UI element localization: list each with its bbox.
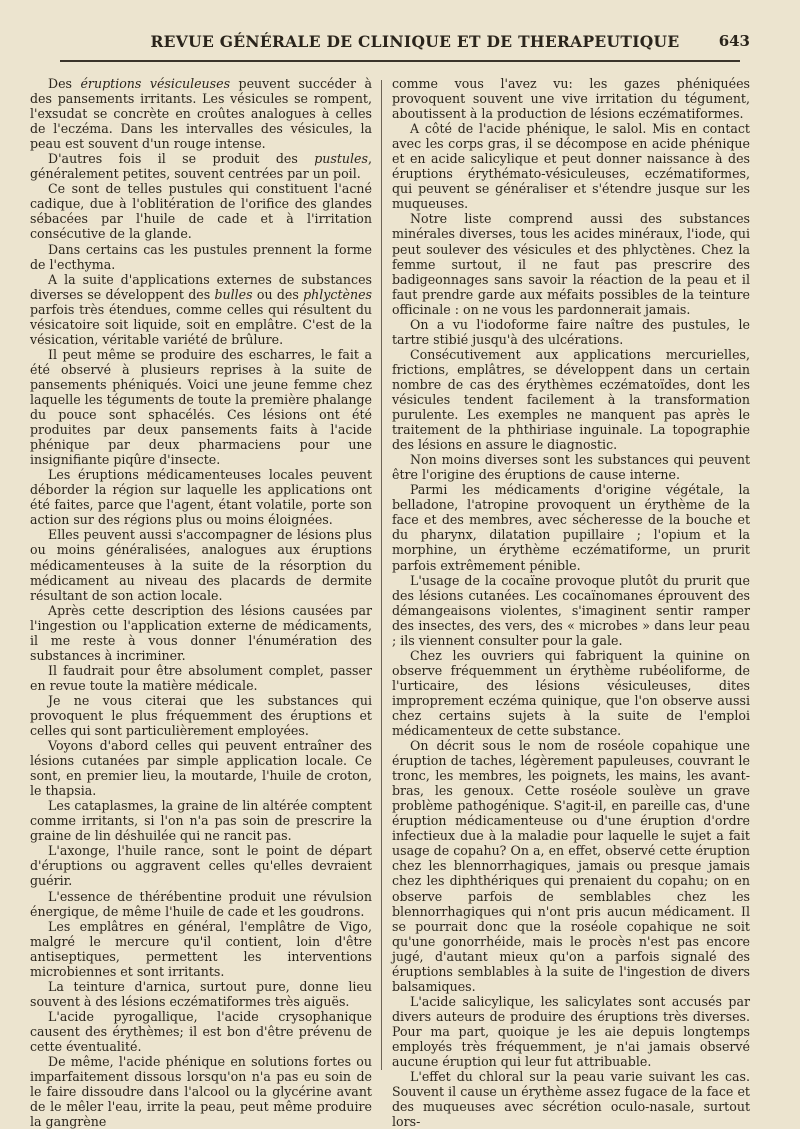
paragraph-text: Il faudrait pour être absolument complet, passer en revue toute la matière médicale. <box>30 662 372 693</box>
paragraph <box>30 467 372 527</box>
italic-term: bulles <box>214 286 253 302</box>
paragraph-text: On a vu l'iodoforme faire naître des pustules, le tartre stibié jusqu'à des ulcérations. <box>392 316 750 347</box>
paragraph-text: Chez les ouvriers qui fabriquent la quinine on observe fréquemment un érythème rubéoliforme, de l'urticaire, des lésions vésiculeuses, dites improprement eczéma quinique, que l'on observe aussi chez certains sujets à la suite de l'emploi médicamenteux de cette substance. <box>392 647 750 739</box>
paragraph <box>30 347 372 467</box>
paragraph-text: D'autres fois il se produit des <box>48 151 315 167</box>
paragraph-text: Notre liste comprend aussi des substances minérales diverses, tous les acides minéraux, l'iode, qui peut soulever des vésicules et des phlyctènes. Chez la femme surtout, il ne faut pas prescrire des badigeonnages sans savoir la réaction de la peau et il faut prendre garde aux méfaits possibles de la teinture officinale : on ne vous les pardonnerait jamais. <box>392 211 750 317</box>
paragraph <box>392 994 750 1069</box>
paragraph <box>392 452 750 482</box>
paragraph <box>392 738 750 994</box>
paragraph <box>392 648 750 738</box>
paragraph-text: L'acide pyrogallique, l'acide crysophanique causent des érythèmes; il est bon d'être prévenu de cette éventualité. <box>30 1008 372 1054</box>
paragraph-text: Consécutivement aux applications mercurielles, frictions, emplâtres, se développent dans un certain nombre de cas des érythèmes eczématoïdes, dont les vésicules tendent facilement à la transformation purulente. Les exemples ne manquent pas après le traitement de la phthiriase inguinale. La topographie des lésions en assure le diagnostic. <box>392 346 750 453</box>
paragraph-text: peuvent succéder à des pansements irritants. Les vésicules se rompent, l'exsudat se concrète en croûtes analogues à celles de l'eczéma. Dans les intervalles des vésicules, la peau est souvent d'un rouge intense. <box>30 76 372 152</box>
paragraph <box>30 693 372 738</box>
paragraph <box>392 121 750 211</box>
paragraph <box>30 889 372 919</box>
paragraph-text: L'essence de thérébentine produit une révulsion énergique, de même l'huile de cade et les goudrons. <box>30 888 372 919</box>
right-column <box>392 76 750 1129</box>
paragraph-text: Non moins diverses sont les substances qui peuvent être l'origine des éruptions de cause interne. <box>392 452 750 483</box>
paragraph-text: Après cette description des lésions causées par l'ingestion ou l'application externe de médicaments, il me reste à vous donner l'énumération des substances à incriminer. <box>30 602 372 663</box>
paragraph <box>30 979 372 1009</box>
paragraph <box>30 919 372 979</box>
paragraph <box>392 573 750 648</box>
italic-term: éruptions vésiculeuses <box>80 76 231 91</box>
left-column <box>30 76 372 1129</box>
page-number: 643 <box>718 32 750 50</box>
paragraph <box>392 317 750 347</box>
paragraph <box>392 482 750 572</box>
paragraph-text: Dans certains cas les pustules prennent la forme de l'ecthyma. <box>30 241 372 272</box>
paragraph <box>30 76 372 151</box>
paragraph <box>30 151 372 181</box>
paragraph-text: De même, l'acide phénique en solutions fortes ou imparfaitement dissous lorsqu'on n'a pas eu soin de le faire dissoudre dans l'alcool ou la glycérine avant de le mêler l'eau, irrite la peau, peut même produire la gangrène <box>30 1054 372 1129</box>
header-rule <box>60 60 740 62</box>
paragraph <box>30 527 372 602</box>
paragraph-text: parfois très étendues, comme celles qui résultent du vésicatoire soit liquide, soit en emplâtre. C'est de la vésication, véritable variété de brûlure. <box>30 301 372 347</box>
paragraph <box>30 738 372 798</box>
page-header <box>60 30 770 54</box>
paragraph-text: Les éruptions médicamenteuses locales peuvent déborder la région sur laquelle les applications ont été faites, parce que l'agent, étant volatile, porte son action sur des régions plus ou moins éloignées. <box>30 467 372 528</box>
paragraph <box>392 1069 750 1129</box>
paragraph-text: Je ne vous citerai que les substances qui provoquent le plus fréquemment des éruptions et celles qui sont particulièrement employées. <box>30 692 372 739</box>
paragraph-text: L'axonge, l'huile rance, sont le point de départ d'éruptions ou aggravent celles qu'elles devraient guérir. <box>30 843 372 889</box>
paragraph <box>30 1054 372 1129</box>
paragraph-text: L'usage de la cocaïne provoque plutôt du prurit que des lésions cutanées. Les cocaïnomanes éprouvent des démangeaisons violentes, s'imaginent sentir ramper des insectes, des vers, des « microbes » dans leur peau ; ils viennent consulter pour la gale. <box>392 572 750 648</box>
running-title: REVUE GÉNÉRALE DE CLINIQUE ET DE THERAPEUTIQUE <box>150 32 680 51</box>
paragraph-text: Voyons d'abord celles qui peuvent entraîner des lésions cutanées par simple application locale. Ce sont, en premier lieu, la moutarde, l'huile de croton, le thapsia. <box>30 738 372 799</box>
paragraph-text: comme vous l'avez vu: les gazes phéniquées provoquent souvent une vive irritation du tégument, aboutissent à la production de lésions eczématiformes. <box>392 76 750 122</box>
paragraph-text: Elles peuvent aussi s'accompagner de lésions plus ou moins généralisées, analogues aux éruptions médicamenteuses à la suite de la résorption du médicament au niveau des placards de dermite résultant de son action locale. <box>30 527 372 603</box>
italic-term: pustules <box>314 151 368 167</box>
paragraph <box>30 798 372 843</box>
paragraph-text: ou des <box>252 286 304 302</box>
paragraph-text: Il peut même se produire des escharres, le fait a été observé à plusieurs reprises à la suite de pansements phéniqués. Voici une jeune femme chez laquelle les téguments de toute la première phalange du pouce sont sphacélés. Ces lésions ont été produites par deux pansements faits à l'acide phénique par deux pharmaciens pour une insignifiante piqûre d'insecte. <box>30 346 372 468</box>
column-divider <box>381 80 382 1070</box>
paragraph-text: A côté de l'acide phénique, le salol. Mis en contact avec les corps gras, il se décompose en acide phénique et en acide salicylique et peut donner naissance à des éruptions érythémato-vésiculeuses, eczématiformes, qui peuvent se généraliser et s'étendre jusque sur les muqueuses. <box>392 121 750 212</box>
paragraph-text: Ce sont de telles pustules qui constituent l'acné cadique, due à l'oblitération de l'orifice des glandes sébacées par l'huile de cade et à l'irritation consécutive de la glande. <box>30 181 372 242</box>
paragraph-text: Parmi les médicaments d'origine végétale, la belladone, l'atropine provoquent un érythème de la face et des membres, avec sécheresse de la bouche et du pharynx, dilatation pupillaire ; l'opium et la morphine, un érythème eczématiforme, un prurit parfois extrêmement pénible. <box>392 482 750 573</box>
paragraph <box>30 603 372 663</box>
paragraph <box>392 211 750 316</box>
paragraph <box>30 272 372 347</box>
paragraph-text: Des <box>48 76 81 91</box>
paragraph <box>392 347 750 452</box>
paragraph <box>30 1009 372 1054</box>
paragraph-text: A la suite d'applications externes de substances diverses se développent des <box>30 271 372 302</box>
paragraph-text: L'acide salicylique, les salicylates sont accusés par divers auteurs de produire des éruptions très diverses. Pour ma part, quoique je les aie depuis longtemps employés très fréquemment, je n'ai jamais observé aucune éruption qui leur fut attribuable. <box>392 993 750 1070</box>
italic-term: phlyctènes <box>303 286 372 302</box>
paragraph-text: La teinture d'arnica, surtout pure, donne lieu souvent à des lésions eczématiformes très aiguës. <box>30 978 372 1009</box>
paragraph <box>30 663 372 693</box>
paragraph-text: , généralement petites, souvent centrées par un poil. <box>30 151 372 182</box>
paragraph-text: On décrit sous le nom de roséole copahique une éruption de taches, légèrement papuleuses, couvrant le tronc, les membres, les poignets, les mains, les avant-bras, les genoux. Cette roséole soulève un grave problème pathogénique. S'agit-il, en pareille cas, d'une éruption médicamenteuse ou d'une éruption d'ordre infectieux due à la maladie pour laquelle le sujet a fait usage de copahu? On a, en effet, observé cette éruption chez les blennorrhagiques, jamais ou presque jamais chez les diphthériques qui prenaient du copahu; on en observe parfois de semblables chez les blennorrhagiques qui n'ont pris aucun médicament. Il se pourrait donc que la roséole copahique ne soit qu'une gonorrhéide, mais le procès n'est pas encore jugé, d'autant mieux qu'on a parfois signalé des éruptions semblables à la suite de l'ingestion de divers balsamiques. <box>392 738 750 994</box>
paragraph-text: L'effet du chloral sur la peau varie suivant les cas. Souvent il cause un érythème assez fugace de la face et des muqueuses avec sécrétion oculo-nasale, surtout lors- <box>392 1069 750 1129</box>
paragraph <box>392 76 750 121</box>
paragraph <box>30 843 372 888</box>
paragraph <box>30 242 372 272</box>
paragraph <box>30 181 372 241</box>
paragraph-text: Les emplâtres en général, l'emplâtre de Vigo, malgré le mercure qu'il contient, loin d'être antiseptiques, permettent les interventions microbiennes et sont irritants. <box>30 918 372 979</box>
paragraph-text: Les cataplasmes, la graine de lin altérée comptent comme irritants, si l'on n'a pas soin de prescrire la graine de lin déshuilée qui ne rancit pas. <box>30 798 372 844</box>
